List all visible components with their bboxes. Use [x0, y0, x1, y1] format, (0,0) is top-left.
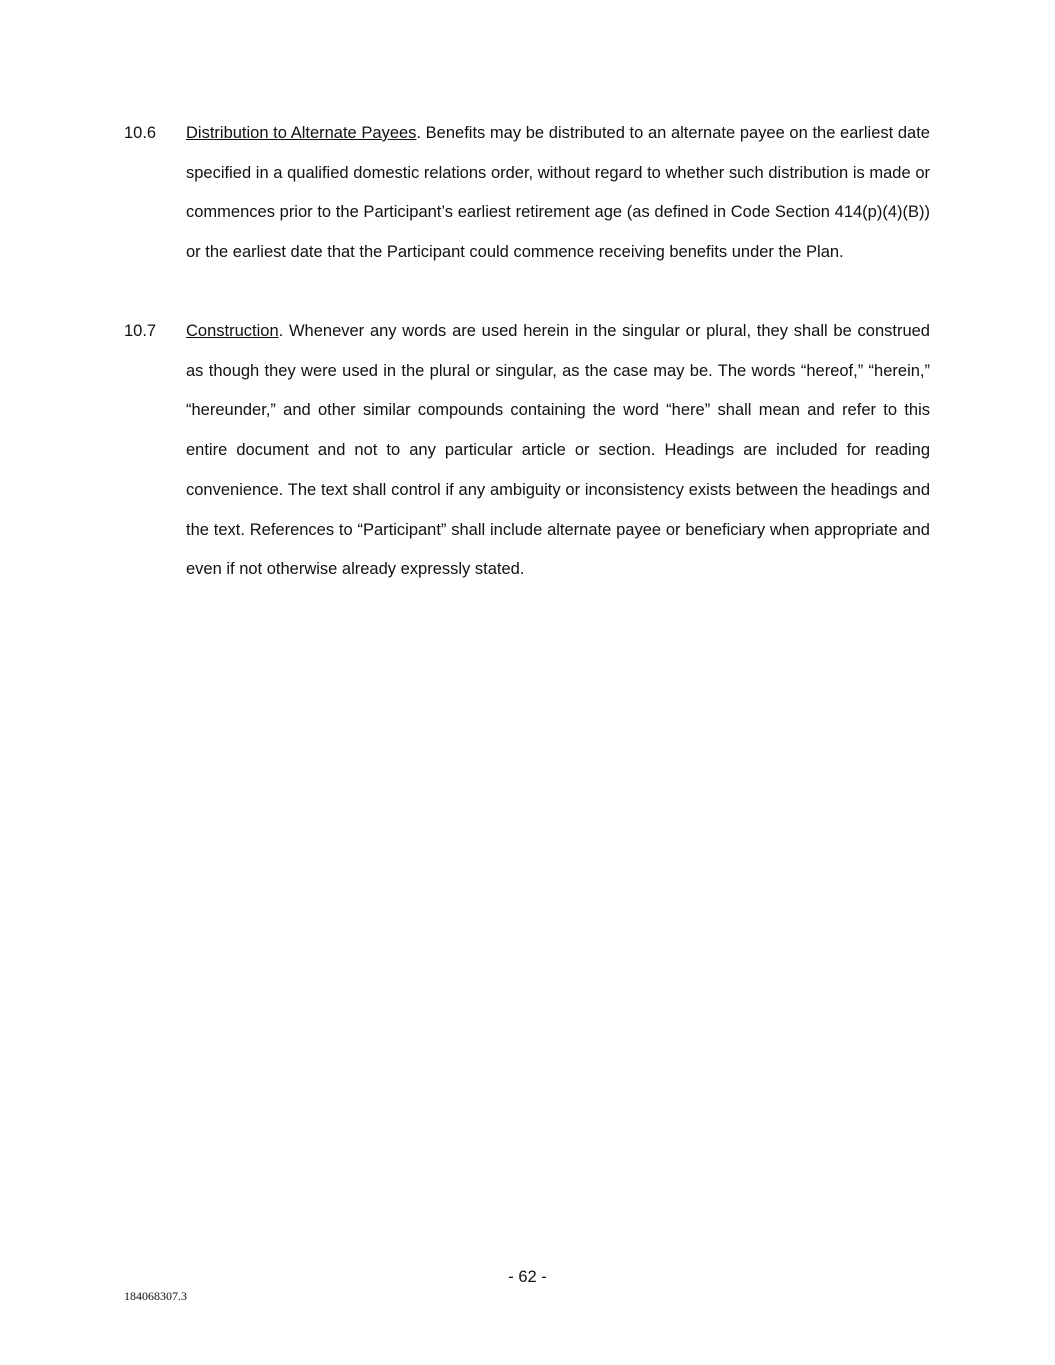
section-number: 10.6: [124, 124, 157, 142]
section-text: . Benefits may be distributed to an alternate payee on the earliest date specified in a qualified domestic relations order, without regard to whether such distribution is made or commences prior to the Participant’s earliest retirement age (as defined in Code Section 414(p)(4)(B)) or the earliest date that the Participant could commence receiving benefits under the Plan.: [186, 124, 930, 262]
section-text: . Whenever any words are used herein in the singular or plural, they shall be construed as though they were used in the plural or singular, as the case may be. The words “hereof,” “herein,” “hereunder,” and other similar compounds containing the word “here” shall mean and refer to this entire document and not to any particular article or section. Headings are included for reading convenience. The text shall control if any ambiguity or inconsistency exists between the headings and the text. References to “Participant” shall include alternate payee or beneficiary when appropriate and even if not otherwise already expressly stated.: [186, 322, 930, 579]
section-body: [186, 114, 930, 273]
section-heading: Distribution to Alternate Payees: [186, 124, 417, 142]
section-heading: Construction: [186, 322, 279, 340]
document-id: 184068307.3: [124, 1289, 187, 1303]
page-number: - 62 -: [508, 1268, 547, 1286]
section-10-6: [124, 114, 930, 273]
section-number: 10.7: [124, 322, 157, 340]
section-body: [186, 312, 930, 590]
section-10-7: [124, 312, 930, 590]
